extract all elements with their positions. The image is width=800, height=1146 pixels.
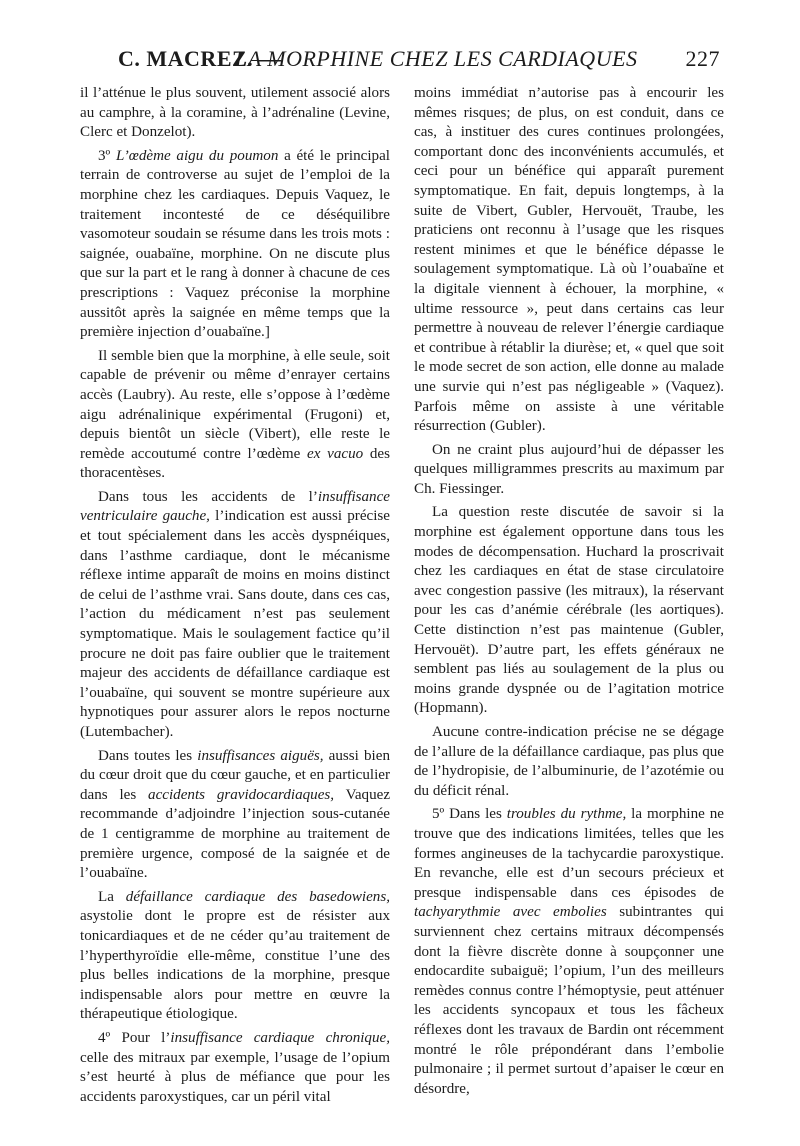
paragraph-insuffisance-gauche: Dans tous les accidents de l’insuffisance ventriculaire gauche, l’indication est aussi précise et tout spécialement dans les accès dyspnéiques, dans l’asthme cardiaque, dont le mécanisme réflexe intime apparaît de moins en moins distinct de celui de l’asthme vrai. Sans doute, dans ces cas, l’action du médicament n’est pas seulement symptomatique. Mais le soulagement factice qu’il procure ne doit pas faire oublier que le traitement majeur des accidents de défaillance cardiaque est l’ouabaïne, qui souvent se montre supérieure aux hypnotiques pour assurer alors le repos nocturne (Lutembacher).: [80, 488, 390, 740]
paragraph-milligrammes: On ne craint plus aujourd’hui de dépasser les quelques milligrammes prescrits au maximum par Ch. Fiessinger.: [414, 441, 724, 497]
header-author: C. MACREZ. —: [118, 46, 282, 71]
running-header: [80, 46, 720, 76]
paragraph-prevention: Il semble bien que la morphine, à elle seule, soit capable de prévenir ou même d’enrayer certains accès (Laubry). Au reste, elle s’oppose à l’œdème aigu adrénalinique expérimental (Frugoni) et, depuis bientôt un siècle (Vibert), elle reste le remède accoutumé contre l’œdème ex vacuo des thoracentèses.: [80, 347, 390, 482]
paragraph-contre-indication: Aucune contre-indication précise ne se dégage de l’allure de la défaillance cardiaque, pas plus que de l’hydropisie, de l’albuminurie, de l’azotémie ou du déficit rénal.: [414, 724, 724, 799]
left-column: [80, 84, 390, 1111]
paragraph-camphre: il l’atténue le plus souvent, utilement associé alors au camphre, à la coramine, à l’adrénaline (Levine, Clerc et Donzelot).: [80, 85, 390, 141]
right-column: [414, 84, 724, 1103]
paragraph-troubles-rythme: 5º Dans les troubles du rythme, la morphine ne trouve que des indications limitées, telles que les formes angineuses de la tachycardie paroxystique. En revanche, elle est d’un secours précieux et presque indispensable dans ces épisodes de tachyarythmie avec embolies subintrantes qui surviennent chez certains mitraux décompensés dont la fièvre discrète donne à soupçonner une endocardite subaiguë; l’opium, l’un des meilleurs remèdes connus contre l’hémoptysie, peut atténuer les accidents syncopaux et tous les fâcheux réflexes dont les travaux de Bardin ont récemment montré le rôle prépondérant dans l’embolie pulmonaire ; il permet surtout d’apaiser le cœur en désordre,: [414, 806, 724, 1097]
paragraph-oedeme-aigu: 3º L’œdème aigu du poumon a été le principal terrain de controverse au sujet de l’emploi de la morphine chez les cardiaques. Depuis Vaquez, le traitement incontesté de ce déséquilibre vasomoteur soudain se résume dans les trois mots : saignée, ouabaïne, morphine. On ne discute plus que sur la part et le rang à donner à chacune de ces prescriptions : Vaquez préconise la morphine aussitôt après la saignée en même temps que la première injection d’ouabaïne.]: [80, 147, 390, 341]
paragraph-basedowiens: La défaillance cardiaque des basedowiens, asystolie dont le propre est de résister aux tonicardiaques et de ne céder qu’au traitement de l’hyperthyroïdie elle-même, constitue l’une des plus belles indications de la morphine, presque indispensable alors pour mettre en œuvre la thérapeutique étiologique.: [80, 888, 390, 1023]
paragraph-decompensation: La question reste discutée de savoir si la morphine est également opportune dans tous les modes de décompensation. Huchard la proscrivait chez les cardiaques en état de stase circulatoire avec congestion passive (les mitraux), la réservant pour les cas d’anémie cérébrale (les aortiques). Cette distinction n’est pas maintenue (Gubler, Hervouët). D’autre part, les effets généraux ne semblent pas liés au soulagement de la plus ou moins grande dyspnée ou de l’agitation motrice (Hopmann).: [414, 504, 724, 717]
header-title: LA MORPHINE CHEZ LES CARDIAQUES: [235, 46, 638, 71]
paragraph-insuffisance-chronique: 4º Pour l’insuffisance cardiaque chronique, celle des mitraux par exemple, l’usage de l’opium s’est heurté à plus de méfiance que pour les accidents paroxystiques, car un péril vital: [80, 1029, 390, 1105]
paragraph-risques: moins immédiat n’autorise pas à encourir les mêmes risques; de plus, on est conduit, dans ce cas, à instituer des cures continues prolongées, comportant donc des inconvénients accumulés, et ceci pour un bénéfice qui apparaît purement symptomatique. En fait, depuis longtemps, à la suite de Vibert, Gubler, Hervouët, Traube, les praticiens ont reconnu à l’usage que les risques restent minimes et que le bénéfice dépasse le soulagement symptomatique. Là où l’ouabaïne et la digitale viennent à échouer, la morphine, « ultime ressource », peut dans certains cas leur permettre à nouveau de relever l’énergie cardiaque et contribue à rétablir la diurèse; et, « quel que soit le mode secret de son action, elle donne au malade une survie qui n’est pas négligeable » (Vaquez). Parfois même on assiste à une véritable résurrection (Gubler).: [414, 85, 724, 435]
page-number: 227: [685, 46, 720, 71]
paragraph-insuffisances-aigues: Dans toutes les insuffisances aiguës, aussi bien du cœur droit que du cœur gauche, et en particulier dans les accidents gravidocardiaques, Vaquez recommande d’adjoindre l’injection sous-cutanée de 1 centigramme de morphine au traitement de première urgence, composé de la saignée et de l’ouabaïne.: [80, 747, 391, 882]
